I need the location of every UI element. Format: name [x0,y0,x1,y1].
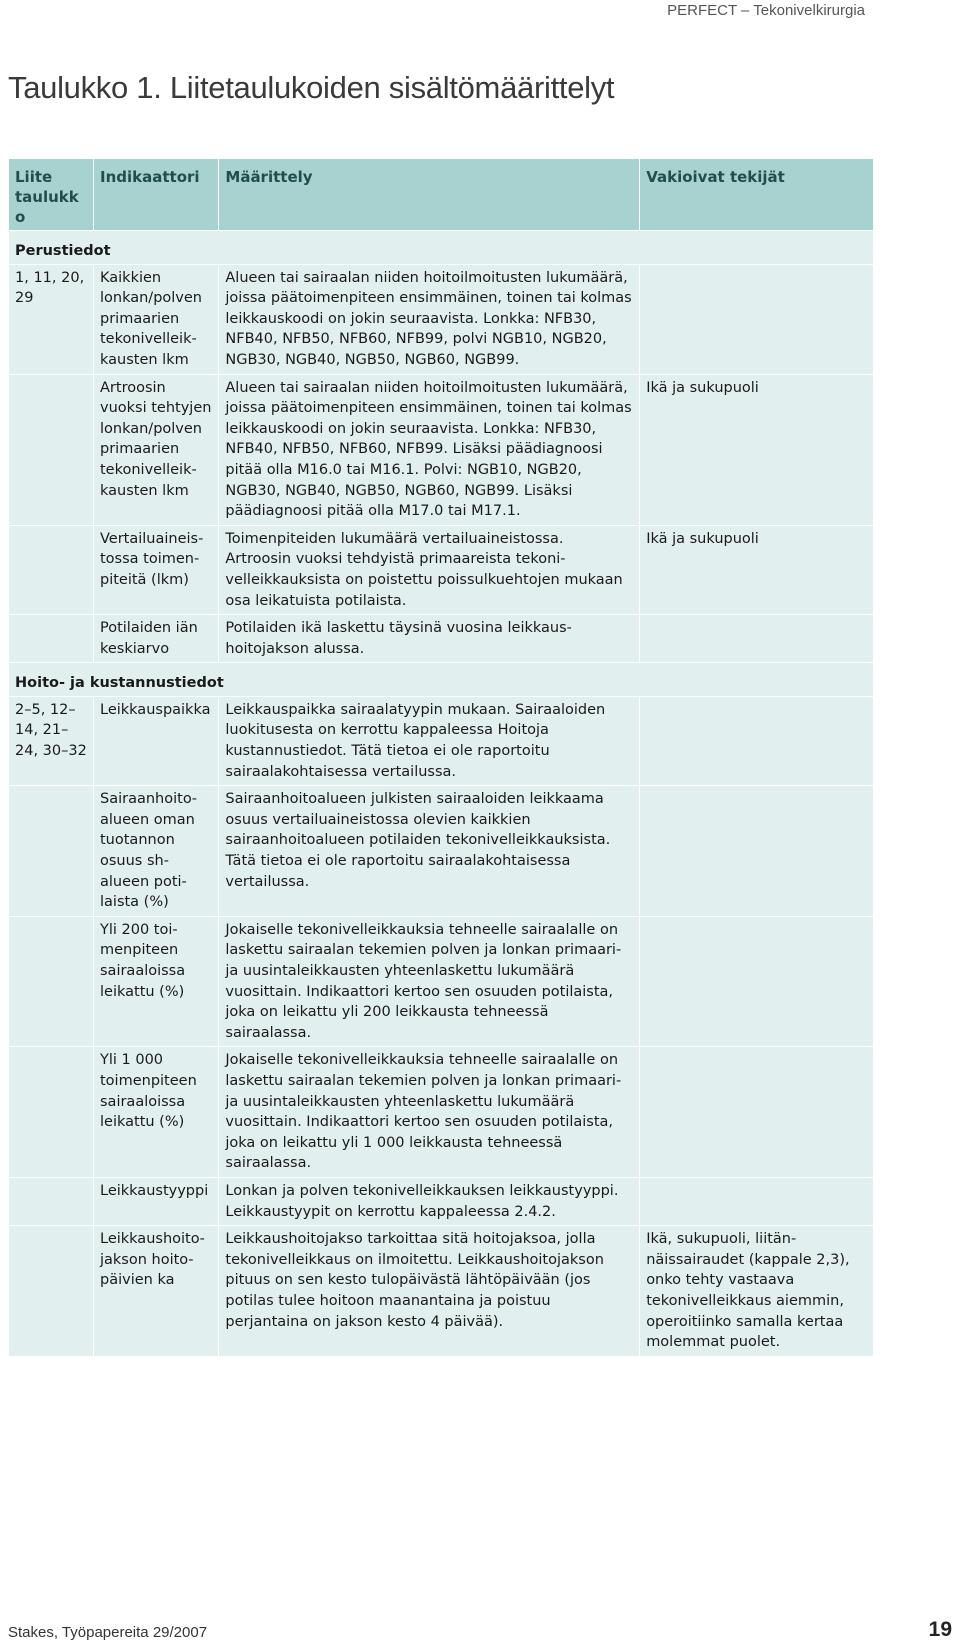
cell-liite: 1, 11, 20, 29 [9,264,94,374]
cell-maarittely: Potilaiden ikä laskettu täysinä vuosina leikkaushoitojakson alussa. [219,615,640,663]
table-row [9,916,874,1047]
cell-vakioivat [640,696,874,785]
cell-indikaattori: Kaikkien lonkan/polven primaarien tekonivelleikkausten lkm [94,264,219,374]
footer-source: Stakes, Työpapereita 29/2007 [8,1624,208,1641]
column-header-vakioivat: Vakioivat tekijät [640,159,874,231]
cell-maarittely: Lonkan ja polven tekonivelleikkauksen leikkaustyyppi. Leikkaustyypit on kerrottu kappaleessa 2.4.2. [219,1177,640,1225]
cell-liite [9,615,94,663]
table-row [9,615,874,663]
cell-indikaattori: Leikkaustyyppi [94,1177,219,1225]
cell-indikaattori: Vertailuaineistossa toimenpiteitä (lkm) [94,525,219,614]
page-number: 19 [928,1618,952,1641]
section-heading-row [9,231,874,265]
cell-indikaattori: Leikkauspaikka [94,696,219,785]
cell-vakioivat [640,916,874,1047]
cell-vakioivat [640,615,874,663]
column-header-maarittely: Määrittely [219,159,640,231]
cell-maarittely: Jokaiselle tekonivelleikkauksia tehneelle sairaalalle on laskettu sairaalan tekemien polven ja lonkan primaari- ja uusintaleikkausten yhteenlaskettu lukumäärä vuosittain. Indikaattori kertoo sen osuuden potilaista, joka on leikattu yli 200 leikkausta tehneessä sairaalassa. [219,916,640,1047]
cell-liite [9,916,94,1047]
page-title: Taulukko 1. Liitetaulukoiden sisältömäärittelyt [8,70,615,105]
cell-indikaattori: Yli 200 toimenpiteen sairaaloissa leikattu (%) [94,916,219,1047]
cell-maarittely: Leikkauspaikka sairaalatyypin mukaan. Sairaaloiden luokitusesta on kerrottu kappaleessa Hoitoja kustannustiedot. Tätä tietoa ei ole raportoitu sairaalakohtaisessa vertailussa. [219,696,640,785]
table-row [9,786,874,917]
section-heading-row [9,663,874,697]
cell-maarittely: Alueen tai sairaalan niiden hoitoilmoitusten lukumäärä, joissa päätoimenpiteen ensimmäinen, toinen tai kolmas leikkauskoodi on jokin seuraavista. Lonkka: NFB30, NFB40, NFB50, NFB60, NFB99, polvi NGB10, NGB20, NGB30, NGB40, NGB50, NGB60, NGB99. [219,264,640,374]
cell-liite [9,1047,94,1178]
cell-indikaattori: Leikkaushoitojakson hoitopäivien ka [94,1226,219,1357]
table-row [9,1177,874,1225]
cell-liite [9,786,94,917]
cell-maarittely: Sairaanhoitoalueen julkisten sairaaloiden leikkaama osuus vertailuaineistossa olevien kaikkien sairaanhoitoalueen potilaiden tekonivelleikkauksista. Tätä tietoa ei ole raportoitu sairaalakohtaisessa vertailussa. [219,786,640,917]
cell-indikaattori: Artroosin vuoksi tehtyjen lonkan/polven primaarien tekonivelleikkausten lkm [94,374,219,525]
table-row [9,374,874,525]
cell-vakioivat: Ikä ja sukupuoli [640,374,874,525]
cell-maarittely: Leikkaushoitojakso tarkoittaa sitä hoitojaksoa, jolla tekonivelleikkaus on ilmoitettu. Leikkaushoitojakson pituus on sen kesto tulopäivästä lähtöpäivään (jos potilas tulee hoitoon maanantaina ja poistuu perjantaina on jakson kesto 4 päivää). [219,1226,640,1357]
cell-maarittely: Jokaiselle tekonivelleikkauksia tehneelle sairaalalle on laskettu sairaalan tekemien polven ja lonkan primaari- ja uusintaleikkausten yhteenlaskettu lukumäärä vuosittain. Indikaattori kertoo sen osuuden potilaista, joka on leikattu yli 1 000 leikkausta tehneessä sairaalassa. [219,1047,640,1178]
cell-vakioivat: Ikä, sukupuoli, liitännäissairaudet (kappale 2,3), onko tehty vastaava tekonivelleikkaus aiemmin, operoitiinko samalla kertaa molemmat puolet. [640,1226,874,1357]
column-header-indikaattori: Indikaattori [94,159,219,231]
cell-indikaattori: Potilaiden iän keskiarvo [94,615,219,663]
cell-liite [9,1226,94,1357]
running-header: PERFECT – Tekonivelkirurgia [667,2,865,19]
cell-liite [9,1177,94,1225]
definitions-table [8,158,874,1357]
section-heading: Perustiedot [9,231,874,265]
column-header-liite: Liite taulukko [9,159,94,231]
section-heading: Hoito- ja kustannustiedot [9,663,874,697]
cell-vakioivat [640,1177,874,1225]
cell-indikaattori: Yli 1 000 toimenpiteen sairaaloissa leikattu (%) [94,1047,219,1178]
table-row [9,1226,874,1357]
table-row [9,696,874,785]
table-row [9,264,874,374]
table-row [9,1047,874,1178]
cell-indikaattori: Sairaanhoitoalueen oman tuotannon osuus shalueen potilaista (%) [94,786,219,917]
table-row [9,525,874,614]
cell-maarittely: Toimenpiteiden lukumäärä vertailuaineistossa. Artroosin vuoksi tehdyistä primaareista tekonivelleikkauksista on poistettu poissulkuehtojen mukaan osa leikatuista potilaista. [219,525,640,614]
cell-vakioivat [640,786,874,917]
cell-liite [9,374,94,525]
cell-maarittely: Alueen tai sairaalan niiden hoitoilmoitusten lukumäärä, joissa päätoimenpiteen ensimmäinen, toinen tai kolmas leikkauskoodi on jokin seuraavista. Lonkka: NFB30, NFB40, NFB50, NFB60, NFB99. Lisäksi päädiagnoosi pitää olla M16.0 tai M16.1. Polvi: NGB10, NGB20, NGB30, NGB40, NGB50, NGB60, NGB99. Lisäksi päädiagnoosi pitää olla M17.0 tai M17.1. [219,374,640,525]
cell-vakioivat [640,264,874,374]
cell-vakioivat [640,1047,874,1178]
table-header-row [9,159,874,231]
cell-vakioivat: Ikä ja sukupuoli [640,525,874,614]
cell-liite: 2–5, 12–14, 21–24, 30–32 [9,696,94,785]
cell-liite [9,525,94,614]
